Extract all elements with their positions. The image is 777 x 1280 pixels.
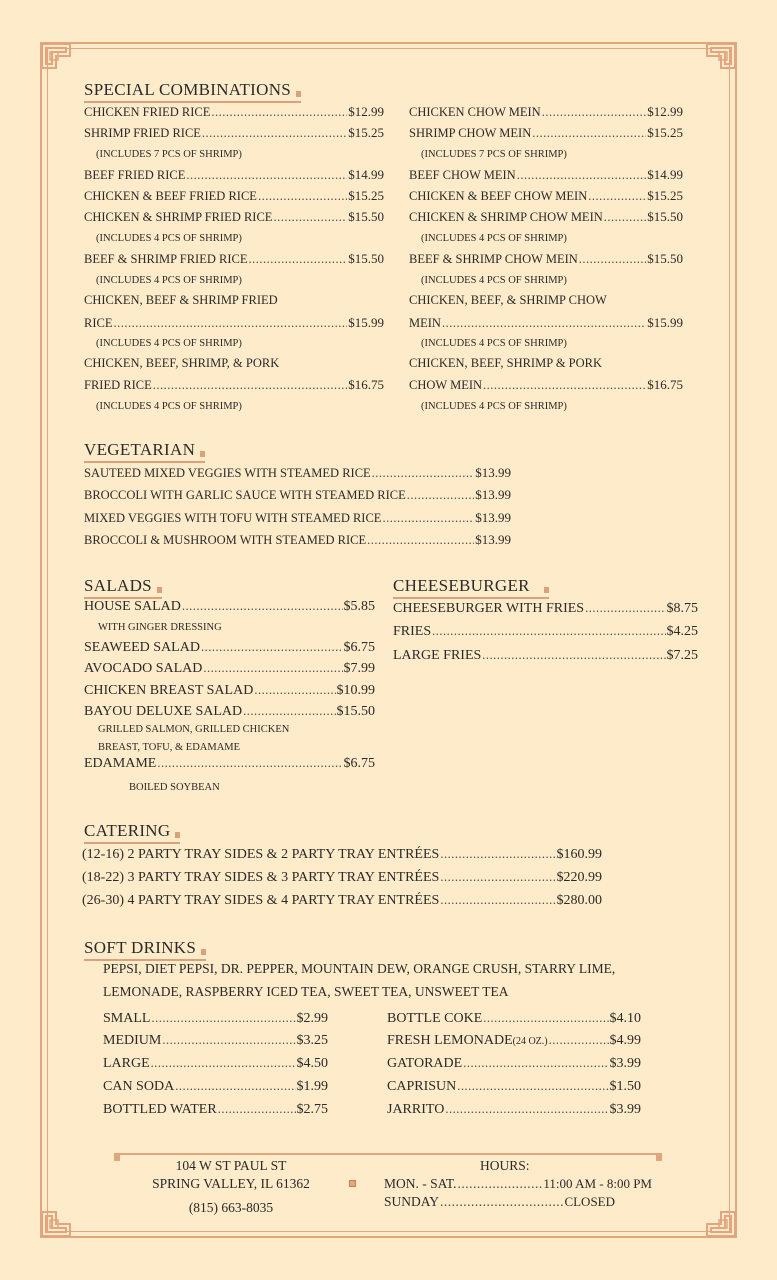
menu-item (84, 661, 375, 679)
item-name: CHICKEN & SHRIMP CHOW MEIN (409, 210, 603, 224)
item-price: $15.50 (348, 209, 384, 224)
leader-dots (201, 640, 343, 655)
leader-dots (432, 624, 665, 639)
item-price: $2.75 (296, 1102, 328, 1117)
leader-dots (483, 378, 646, 393)
menu-item (82, 870, 602, 888)
item-name: BOTTLED WATER (103, 1102, 217, 1117)
menu-item (84, 756, 375, 774)
item-price: $16.75 (647, 377, 683, 392)
leader-dots (175, 1079, 295, 1094)
menu-item (103, 1102, 328, 1120)
item-name: (12-16) 2 PARTY TRAY SIDES & 2 PARTY TRAY ENTRÉES (82, 847, 440, 862)
leader-dots (532, 126, 646, 141)
item-price: $4.25 (666, 624, 698, 639)
menu-item (84, 209, 384, 227)
menu-item (393, 601, 698, 619)
item-name: SHRIMP FRIED RICE (84, 126, 201, 140)
leader-dots (186, 168, 347, 183)
menu-item (103, 1011, 328, 1029)
menu-item (84, 532, 511, 550)
item-name: LARGE (103, 1056, 150, 1071)
item-name: MEIN (409, 316, 441, 330)
address-line-1: 104 W ST PAUL ST (175, 1158, 287, 1173)
item-price: $1.99 (296, 1079, 328, 1094)
corner-ornament-icon (40, 42, 80, 82)
menu-item (103, 1079, 328, 1097)
item-name: GATORADE (387, 1056, 463, 1071)
item-price: $2.99 (296, 1011, 328, 1026)
item-name: CHICKEN & BEEF CHOW MEIN (409, 189, 588, 203)
menu-item (409, 251, 683, 269)
item-price: $280.00 (556, 893, 602, 908)
menu-item (84, 640, 375, 658)
item-price: $7.99 (343, 661, 375, 676)
item-name: BEEF CHOW MEIN (409, 168, 516, 182)
item-name: CHICKEN & BEEF FRIED RICE (84, 189, 257, 203)
item-price: $13.99 (475, 465, 511, 480)
leader-dots (579, 252, 646, 267)
menu-item (409, 125, 683, 143)
leader-dots (182, 599, 343, 614)
menu-item (387, 1033, 641, 1051)
item-note: (INCLUDES 4 PCS OF SHRIMP) (421, 233, 567, 244)
item-price: $15.99 (647, 315, 683, 330)
drinks-description-line-2: LEMONADE, RASPBERRY ICED TEA, SWEET TEA, UNSWEET TEA (103, 984, 509, 999)
leader-dots (254, 683, 335, 698)
item-name: SHRIMP CHOW MEIN (409, 126, 532, 140)
leader-dots (542, 105, 647, 120)
menu-item (103, 1056, 328, 1074)
leader-dots (248, 252, 347, 267)
item-price: $13.99 (475, 532, 511, 547)
item-name: CAN SODA (103, 1079, 175, 1094)
item-price: $15.50 (336, 704, 375, 719)
item-name: EDAMAME (84, 756, 157, 771)
corner-ornament-icon (697, 42, 737, 82)
item-price: $14.99 (348, 167, 384, 182)
item-name: MEDIUM (103, 1033, 162, 1048)
menu-item (409, 377, 683, 395)
item-name: SAUTEED MIXED VEGGIES WITH STEAMED RICE (84, 466, 371, 480)
menu-item (409, 209, 683, 227)
item-note: (INCLUDES 4 PCS OF SHRIMP) (96, 338, 242, 349)
menu-item (84, 125, 384, 143)
menu-item (84, 599, 375, 617)
section-title-cheeseburger: CHEESEBURGER (393, 576, 549, 599)
leader-dots (153, 378, 348, 393)
menu-item (387, 1011, 641, 1029)
item-price: $15.50 (647, 251, 683, 266)
leader-dots (273, 210, 347, 225)
item-name: BOTTLE COKE (387, 1011, 483, 1026)
item-note: BOILED SOYBEAN (129, 782, 220, 793)
item-name-line: CHICKEN, BEEF & SHRIMP FRIED (84, 293, 278, 307)
item-price: $12.99 (647, 104, 683, 119)
item-price: $15.50 (348, 251, 384, 266)
item-name: MIXED VEGGIES WITH TOFU WITH STEAMED RICE (84, 511, 382, 525)
item-note: (INCLUDES 4 PCS OF SHRIMP) (96, 401, 242, 412)
item-price: $15.50 (647, 209, 683, 224)
item-price: $220.99 (556, 870, 602, 885)
item-name: BEEF & SHRIMP FRIED RICE (84, 252, 248, 266)
menu-item (393, 624, 698, 642)
leader-dots (407, 488, 474, 503)
leader-dots (258, 189, 347, 204)
menu-item (84, 704, 375, 722)
item-price: $160.99 (556, 847, 602, 862)
phone-number: (815) 663-8035 (188, 1200, 274, 1215)
leader-dots (442, 316, 646, 331)
item-name: CHEESEBURGER WITH FRIES (393, 601, 585, 616)
item-name: FRIED RICE (84, 378, 152, 392)
item-price: $15.25 (348, 125, 384, 140)
section-title-special: SPECIAL COMBINATIONS (84, 80, 301, 103)
item-price: $5.85 (343, 599, 375, 614)
item-note: BREAST, TOFU, & EDAMAME (98, 742, 241, 753)
item-price: $4.50 (296, 1056, 328, 1071)
item-note: WITH GINGER DRESSING (98, 622, 222, 633)
item-name: BEEF FRIED RICE (84, 168, 186, 182)
item-name: SMALL (103, 1011, 151, 1026)
menu-item (409, 188, 683, 206)
leader-dots (588, 189, 646, 204)
leader-dots (585, 601, 665, 616)
item-name: CHICKEN BREAST SALAD (84, 683, 254, 698)
leader-dots (211, 105, 347, 120)
leader-dots (382, 511, 474, 526)
menu-item (387, 1102, 641, 1120)
item-price: $4.10 (609, 1011, 641, 1026)
item-note: GRILLED SALMON, GRILLED CHICKEN (98, 724, 290, 735)
hours-sunday: SUNDAY ..... CLOSED (384, 1194, 615, 1212)
item-name: SEAWEED SALAD (84, 640, 200, 655)
menu-item (84, 188, 384, 206)
menu-item (82, 893, 602, 911)
leader-dots (367, 533, 474, 548)
item-price: $10.99 (336, 683, 375, 698)
item-note: (INCLUDES 7 PCS OF SHRIMP) (421, 149, 567, 160)
leader-dots (113, 316, 347, 331)
item-note: (INCLUDES 4 PCS OF SHRIMP) (421, 401, 567, 412)
drinks-description-line-1: PEPSI, DIET PEPSI, DR. PEPPER, MOUNTAIN DEW, ORANGE CRUSH, STARRY LIME, (103, 961, 616, 976)
menu-item (84, 377, 384, 395)
item-name: BROCCOLI WITH GARLIC SAUCE WITH STEAMED RICE (84, 488, 406, 502)
section-title-catering: CATERING (84, 821, 180, 844)
item-price: $15.25 (348, 188, 384, 203)
item-name: JARRITO (387, 1102, 445, 1117)
leader-dots (372, 466, 475, 481)
menu-item (84, 104, 384, 122)
item-name: LARGE FRIES (393, 648, 482, 663)
leader-dots (483, 1011, 608, 1026)
footer-dot-icon (349, 1180, 356, 1187)
leader-dots (151, 1011, 295, 1026)
item-name: BEEF & SHRIMP CHOW MEIN (409, 252, 578, 266)
item-price: $13.99 (475, 487, 511, 502)
item-price: $6.75 (343, 640, 375, 655)
leader-dots (162, 1033, 295, 1048)
leader-dots (463, 1056, 608, 1071)
leader-dots (243, 704, 335, 719)
section-title-soft-drinks: SOFT DRINKS (84, 938, 206, 961)
item-name: CAPRISUN (387, 1079, 457, 1094)
item-name: CHICKEN & SHRIMP FRIED RICE (84, 210, 273, 224)
item-name: CHICKEN FRIED RICE (84, 105, 211, 119)
section-title-salads: SALADS (84, 576, 162, 599)
item-size-note: (24 OZ.) (512, 1036, 548, 1047)
item-name-line: CHICKEN, BEEF, SHRIMP, & PORK (84, 356, 280, 370)
item-name: CHICKEN CHOW MEIN (409, 105, 541, 119)
leader-dots (440, 847, 555, 862)
leader-dots (445, 1102, 608, 1117)
item-price: $12.99 (348, 104, 384, 119)
item-note: (INCLUDES 4 PCS OF SHRIMP) (96, 275, 242, 286)
leader-dots (203, 661, 342, 676)
item-price: $6.75 (343, 756, 375, 771)
menu-item (393, 648, 698, 666)
item-price: $3.25 (296, 1033, 328, 1048)
item-name: (26-30) 4 PARTY TRAY SIDES & 4 PARTY TRAY ENTRÉES (82, 893, 440, 908)
menu-item (409, 104, 683, 122)
section-title-vegetarian: VEGETARIAN (84, 440, 205, 463)
menu-item (409, 315, 683, 333)
item-name: BROCCOLI & MUSHROOM WITH STEAMED RICE (84, 533, 367, 547)
menu-item (103, 1033, 328, 1051)
leader-dots (218, 1102, 296, 1117)
item-note: (INCLUDES 4 PCS OF SHRIMP) (421, 338, 567, 349)
menu-item (409, 167, 683, 185)
hours-mon-sat: MON. - SAT. ..... 11:00 AM - 8:00 PM (384, 1176, 652, 1194)
leader-dots (457, 1079, 608, 1094)
leader-dots (202, 126, 347, 141)
hours-title: HOURS: (480, 1158, 530, 1173)
leader-dots (482, 648, 665, 663)
item-name: CHOW MEIN (409, 378, 483, 392)
leader-dots (517, 168, 647, 183)
item-price: $15.99 (348, 315, 384, 330)
item-name: FRIES (393, 624, 432, 639)
leader-dots (151, 1056, 296, 1071)
item-note: (INCLUDES 4 PCS OF SHRIMP) (421, 275, 567, 286)
item-name: FRESH LEMONADE (387, 1033, 513, 1048)
leader-dots (440, 870, 555, 885)
item-name-line: CHICKEN, BEEF, SHRIMP & PORK (409, 356, 603, 370)
menu-item (84, 315, 384, 333)
leader-dots (440, 893, 555, 908)
item-price: $3.99 (609, 1056, 641, 1071)
menu-item (84, 167, 384, 185)
leader-dots (549, 1033, 609, 1048)
item-note: (INCLUDES 4 PCS OF SHRIMP) (96, 233, 242, 244)
item-price: $8.75 (666, 601, 698, 616)
address-line-2: SPRING VALLEY, IL 61362 (152, 1176, 310, 1191)
menu-item (84, 251, 384, 269)
menu-item (84, 510, 511, 528)
corner-ornament-icon (697, 1198, 737, 1238)
menu-item (387, 1079, 641, 1097)
leader-dots (157, 756, 342, 771)
item-name: (18-22) 3 PARTY TRAY SIDES & 3 PARTY TRAY ENTRÉES (82, 870, 440, 885)
item-price: $3.99 (609, 1102, 641, 1117)
menu-item (84, 465, 511, 483)
item-name: AVOCADO SALAD (84, 661, 203, 676)
item-name: BAYOU DELUXE SALAD (84, 704, 243, 719)
leader-dots (604, 210, 646, 225)
item-note: (INCLUDES 7 PCS OF SHRIMP) (96, 149, 242, 160)
item-price: $4.99 (609, 1033, 641, 1048)
item-price: $1.50 (609, 1079, 641, 1094)
item-price: $15.25 (647, 188, 683, 203)
item-price: $15.25 (647, 125, 683, 140)
item-name: RICE (84, 316, 113, 330)
item-price: $7.25 (666, 648, 698, 663)
item-price: $14.99 (647, 167, 683, 182)
item-price: $13.99 (475, 510, 511, 525)
item-name: HOUSE SALAD (84, 599, 181, 614)
menu-item (84, 683, 375, 701)
menu-item (84, 487, 511, 505)
item-price: $16.75 (348, 377, 384, 392)
item-name-line: CHICKEN, BEEF, & SHRIMP CHOW (409, 293, 607, 307)
menu-item (82, 847, 602, 865)
menu-item (387, 1056, 641, 1074)
